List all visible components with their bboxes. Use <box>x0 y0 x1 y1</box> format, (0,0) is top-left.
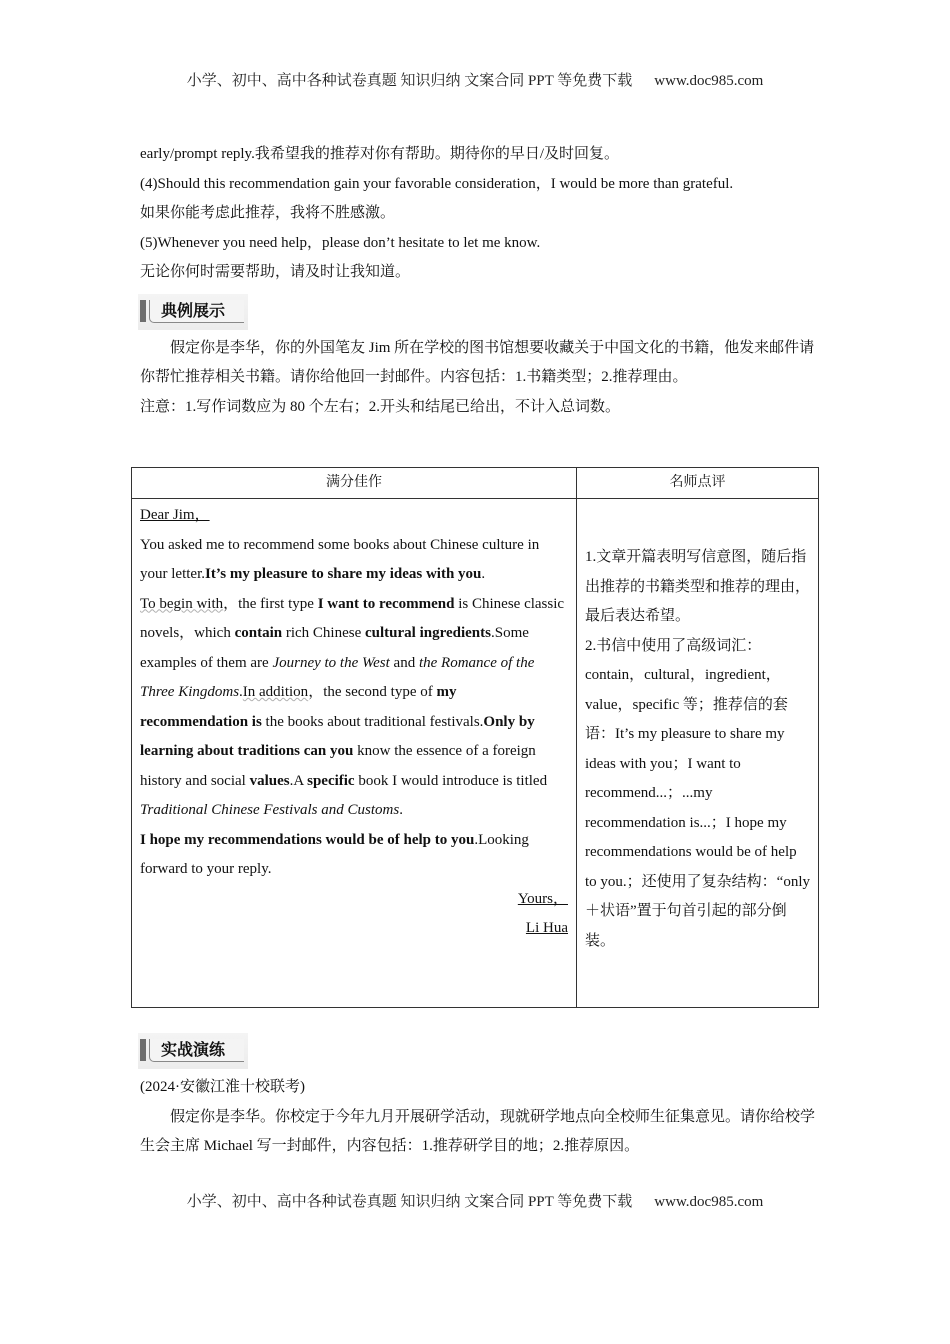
footer-text: 小学、初中、高中各种试卷真题 知识归纳 文案合同 PPT 等免费下载 <box>186 1194 633 1210</box>
intro-line-4: (5)Whenever you need help，please don’t hesitate to let me know. <box>140 234 541 251</box>
essay-table <box>131 467 819 1008</box>
example-note: 注意：1.写作词数应为 80 个左右；2.开头和结尾已给出，不计入总词数。 <box>140 398 621 415</box>
practice-section <box>140 1033 820 1162</box>
essay-paragraph-1: You asked me to recommend some books about Chinese culture in your letter.It’s my pleasure to share my ideas with you. <box>140 536 540 582</box>
header-model-essay: 满分佳作 <box>132 468 577 499</box>
section-tag-label: 典例展示 <box>161 300 226 320</box>
signature: Li Hua <box>525 920 568 936</box>
document-body <box>140 140 815 422</box>
table-header-row <box>132 468 819 499</box>
section-tag-example <box>138 294 248 330</box>
header-url[interactable]: www.doc985.com <box>654 73 764 89</box>
essay-paragraph-3: I hope my recommendations would be of help to you.Looking forward to your reply. <box>140 831 529 877</box>
intro-line-1: early/prompt reply.我希望我的推荐对你有帮助。期待你的早日/及时回复。 <box>140 146 619 162</box>
page-header <box>0 69 950 90</box>
practice-prompt: 假定你是李华。你校定于今年九月开展研学活动，现就研学地点向全校师生征集意见。请你给校学生会主席 Michael 写一封邮件，内容包括：1.推荐研学目的地；2.推荐原因。 <box>140 1108 816 1154</box>
page-footer <box>0 1190 950 1211</box>
teacher-comment-cell <box>577 499 819 1008</box>
intro-line-2: (4)Should this recommendation gain your favorable consideration，I would be more than grateful. <box>140 175 734 192</box>
greeting: Dear Jim， <box>140 507 210 523</box>
header-text: 小学、初中、高中各种试卷真题 知识归纳 文案合同 PPT 等免费下载 <box>186 73 633 89</box>
example-prompt: 假定你是李华，你的外国笔友 Jim 所在学校的图书馆想要收藏关于中国文化的书籍，他发来邮件请你帮忙推荐相关书籍。请你给他回一封邮件。内容包括：1.书籍类型；2.推荐理由。 <box>140 339 815 385</box>
section-tag-bar <box>140 300 146 322</box>
intro-line-3: 如果你能考虑此推荐，我将不胜感激。 <box>140 205 396 221</box>
section-tag-bar <box>140 1039 146 1061</box>
practice-source: (2024·安徽江淮十校联考) <box>140 1079 305 1095</box>
footer-url[interactable]: www.doc985.com <box>654 1194 764 1210</box>
essay-paragraph-2: To begin with，the first type I want to recommend is Chinese classic novels，which contain rich Chinese cultural ingredients.Some examples of them are Journey to the West and the Romance of the Three Kingdoms.In addition，the second type of my recommendation is the books about traditional festivals.Only by learning about traditions can you know the essence of a foreign history and social values.A specific book I would introduce is titled Traditional Chinese Festivals and Customs. <box>140 595 565 818</box>
comment-point-1: 1.文章开篇表明写信意图，随后指出推荐的书籍类型和推荐的理由，最后表达希望。 <box>585 549 811 624</box>
intro-line-5: 无论你何时需要帮助，请及时让我知道。 <box>140 264 411 280</box>
comment-point-2: 2.书信中使用了高级词汇：contain，cultural，ingredient，value，specific 等；推荐信的套语：It’s my pleasure to share my ideas with you；I want to recommend...；...my recommendation is...；I hope my recommendations would be of help to you.；还使用了复杂结构：“only＋状语”置于句首引起的部分倒装。 <box>585 637 810 949</box>
model-essay-cell <box>132 499 577 1008</box>
closing: Yours， <box>517 890 568 907</box>
section-tag-label: 实战演练 <box>161 1040 226 1059</box>
header-teacher-comment: 名师点评 <box>577 468 819 499</box>
table-row <box>132 499 819 1008</box>
section-tag-practice <box>138 1033 248 1069</box>
